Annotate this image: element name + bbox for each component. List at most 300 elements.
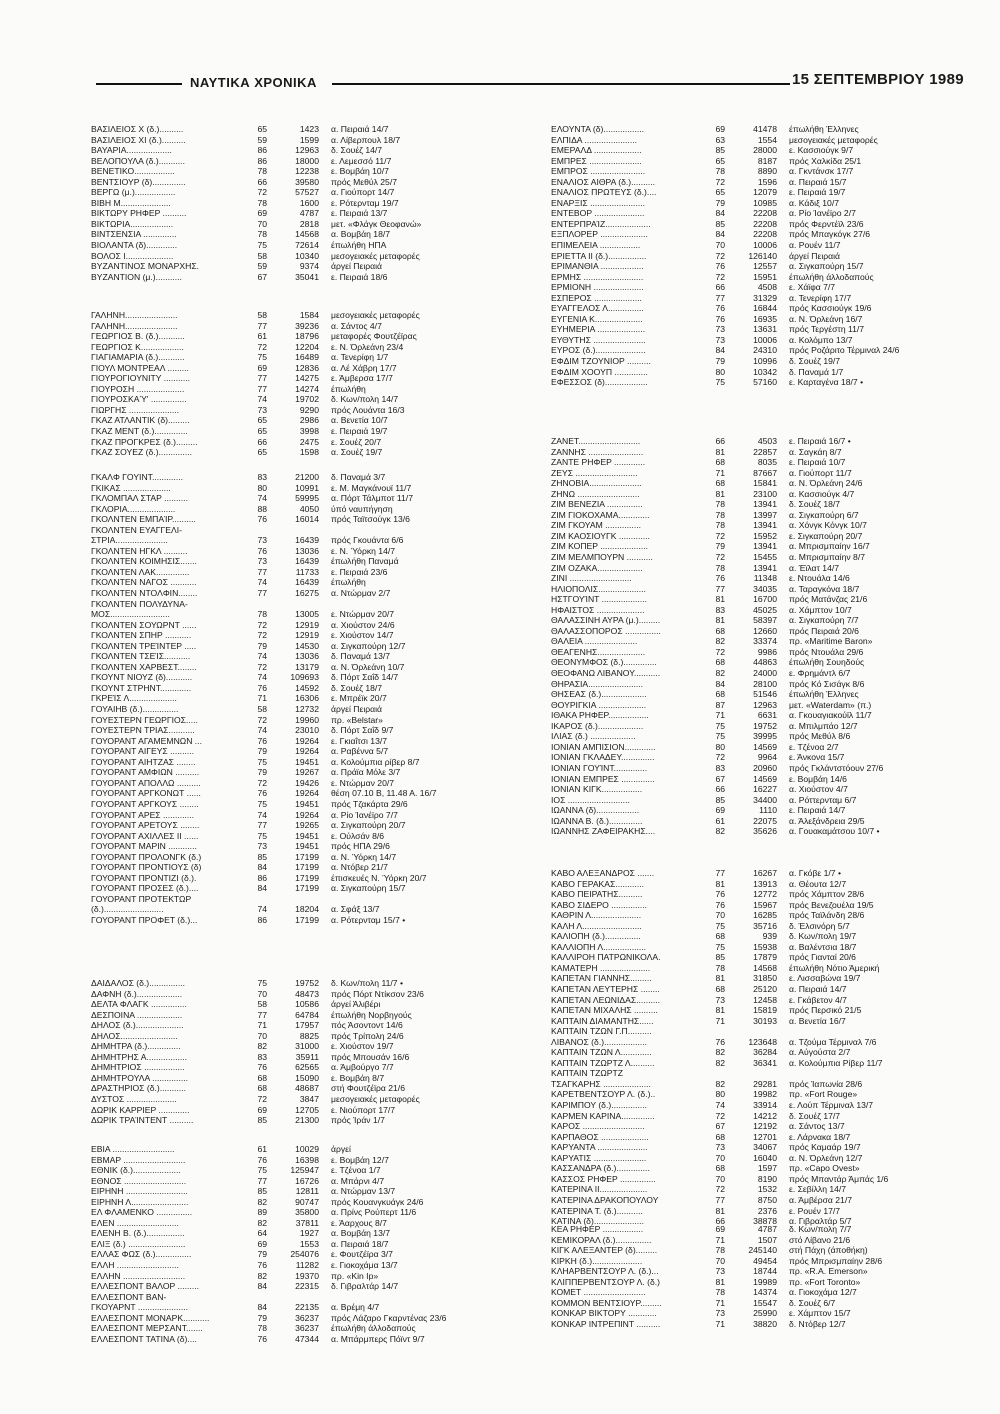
build-year: 68 — [715, 1131, 725, 1142]
vessel-row — [551, 952, 961, 963]
tonnage: 12204 — [295, 341, 319, 352]
status: α. Χόνγκ Κόνγκ 10/7 — [789, 520, 867, 531]
status: ε. Λάρνακα 18/7 — [789, 1131, 851, 1142]
status: α. Άμβέρσα 21/7 — [789, 1194, 853, 1205]
vessel-name: ΕΛΛΕΣΠΟΝΤ ΜΕΡΣΑΝΤ....... — [91, 1323, 203, 1334]
tonnage: 19267 — [295, 767, 319, 778]
tonnage: 15455 — [753, 552, 777, 563]
vessel-row — [551, 229, 961, 240]
tonnage: 16439 — [295, 556, 319, 567]
status: α. Ν. Όρλεάνη 16/7 — [789, 313, 863, 324]
status: α. Γιοκοχάμα 12/7 — [789, 1287, 857, 1298]
vessel-row — [551, 1132, 961, 1143]
tonnage: 37811 — [295, 1217, 319, 1228]
tonnage: 34035 — [753, 583, 777, 594]
vessel-row — [91, 651, 501, 662]
vessel-name: ΙΩΑΝΝΑ (δ).................. — [551, 805, 640, 816]
status: ε. Σιγκαπούρη 20/7 — [789, 530, 863, 541]
build-year: 65 — [257, 124, 267, 134]
vessel-name: ΔΡΑΣΤΗΡΙΟΣ (δ.)........... — [91, 1083, 186, 1094]
tonnage: 62565 — [295, 1062, 319, 1073]
status: α. Ν. Όρλεάνη 24/6 — [789, 478, 863, 489]
status: ε. Λεμεσσό 11/7 — [331, 155, 392, 166]
tonnage: 125947 — [290, 1165, 319, 1176]
vessel-row — [551, 166, 961, 177]
tonnage: 1554 — [757, 134, 777, 145]
tonnage: 16040 — [753, 1152, 777, 1163]
vessel-row — [91, 757, 501, 768]
vessel-name: ΗΛΙΟΠΟΛΙΣ.................... — [551, 583, 646, 594]
vessel-row — [91, 251, 501, 262]
vessel-row — [91, 693, 501, 704]
build-year: 59 — [257, 134, 267, 145]
vessel-name: ΚΑΜΑΤΕΡΗ ..................... — [551, 962, 651, 973]
vessel-name: ΖΑΝΝΗΣ ....................... — [551, 446, 644, 457]
vessel-name: ΚΟΝΚΑΡ ΒΙΚΤΟΡΥ ............ — [551, 1308, 657, 1319]
vessel-row — [551, 626, 961, 637]
status: πρός Γκλάντστόουν 27/6 — [789, 762, 884, 773]
tonnage: 17199 — [295, 914, 319, 925]
tonnage: 23010 — [295, 725, 319, 736]
vessel-name: ΓΟΥΟΡΑΝΤ ΑΧΙΛΛΕΣ ΙΙ ...... — [91, 830, 199, 841]
vessel-name: ΒΥΖΑΝΤΙΝΟΣ ΜΟΝΑΡΧΗΣ. — [91, 261, 200, 272]
vessel-row — [91, 599, 501, 610]
vessel-row — [91, 1281, 501, 1292]
vessel-row — [91, 799, 501, 810]
build-year: 69 — [715, 1224, 725, 1234]
vessel-row — [91, 198, 501, 209]
tonnage: 41478 — [753, 124, 777, 134]
vessel-name: ΚΑΡΟΣ .......................... — [551, 1121, 645, 1132]
status: πρός Τρίπολη 24/6 — [331, 1030, 404, 1041]
tonnage: 3998 — [299, 426, 319, 437]
status: α. Πειραιά 14/7 — [331, 124, 389, 134]
vessel-name: ΚΑΤΙΝΑ (δ)..................... — [551, 1216, 644, 1227]
build-year: 82 — [257, 1041, 267, 1052]
vessel-name: ΚΑΠΕΤΑΝ ΛΕΥΤΕΡΗΣ ........ — [551, 984, 660, 995]
status: α. Πειραιά 15/7 — [789, 176, 847, 187]
vessel-row — [91, 177, 501, 188]
build-year: 84 — [715, 208, 725, 219]
vessel-name: ΓΚΟΥΝΤ ΝΙΟΥΖ (δ)........... — [91, 672, 193, 683]
vessel-row — [551, 510, 961, 521]
build-year: 78 — [715, 1245, 725, 1256]
status: ε. Σουέζ 20/7 — [331, 436, 382, 447]
vessel-name: ΓΚΟΛΝΤΕΝ ΝΑΓΟΣ ........... — [91, 577, 197, 588]
vessel-row — [91, 1020, 501, 1031]
vessel-row — [551, 889, 961, 900]
vessel-row — [551, 700, 961, 711]
status: α. Γκντάνσκ 17/7 — [789, 166, 854, 177]
build-year: 79 — [715, 197, 725, 208]
vessel-name: ΔΗΛΟΣ (δ.).................... — [91, 1020, 184, 1031]
status: α. Μπρισμπαίην 8/7 — [789, 552, 865, 563]
vessel-name: ΔΑΦΝΗ (δ.)................... — [91, 988, 183, 999]
status: ε. Ρουέν 17/7 — [789, 1205, 841, 1216]
tonnage: 9986 — [757, 646, 777, 657]
vessel-row — [91, 1094, 501, 1105]
vessel-name: ΓΚΟΛΝΤΕΝ ΤΡΕΊΝΤΕΡ ..... — [91, 640, 197, 651]
tonnage: 22135 — [295, 1302, 319, 1313]
tonnage: 35800 — [295, 1207, 319, 1218]
status: πρ. «Capo Ovest» — [789, 1163, 860, 1174]
build-year: 77 — [715, 868, 725, 878]
build-year: 76 — [715, 313, 725, 324]
vessel-row — [91, 736, 501, 747]
status: ε. Πειραιά 19/7 — [789, 187, 846, 198]
vessel-row — [551, 356, 961, 367]
status: α. Τενερίφη 17/7 — [789, 292, 852, 303]
vessel-name: ΕΙΡΗΝΗ Λ........................ — [91, 1196, 189, 1207]
status: ε. Βομβάη 8/7 — [331, 1072, 385, 1083]
vessel-row — [91, 447, 501, 458]
vessel-name: ΚΑΡΙΜΠΟΥ (δ.)............... — [551, 1100, 648, 1111]
vessel-name: ΓΚΛΟΜΠΑΛ ΣΤΑΡ .......... — [91, 493, 188, 504]
status: α. Ν. Ύόρκη 14/7 — [331, 851, 397, 862]
tonnage: 9374 — [299, 261, 319, 272]
vessel-name: ΘΕΟΝΥΜΦΟΣ (δ.).............. — [551, 657, 657, 668]
build-year: 77 — [257, 588, 267, 599]
vessel-name: ΙΘΑΚΑ ΡΗΦΕΡ................. — [551, 710, 649, 721]
vessel-name: ΕΥΗΜΕΡΙΑ .................... — [551, 324, 646, 335]
vessel-row — [551, 563, 961, 574]
vessel-row — [551, 156, 961, 167]
vessel-name: ΓΕΩΡΓΙΟΣ Κ.................. — [91, 341, 184, 352]
build-year: 70 — [257, 218, 267, 229]
build-year: 68 — [715, 478, 725, 489]
build-year: 72 — [257, 630, 267, 641]
status: α. Χάμπτον 10/7 — [789, 604, 852, 615]
vessel-row — [91, 219, 501, 230]
tonnage: 35041 — [295, 271, 319, 282]
status: πρός Ίαπωνία 28/6 — [789, 1078, 863, 1089]
status: α. Γιούπορτ 14/7 — [331, 187, 395, 198]
tonnage: 19264 — [295, 746, 319, 757]
tonnage: 57160 — [753, 377, 777, 388]
vessel-row — [91, 166, 501, 177]
build-year: 82 — [257, 1270, 267, 1281]
tonnage: 4508 — [757, 282, 777, 293]
build-year: 86 — [257, 155, 267, 166]
tonnage: 33374 — [753, 636, 777, 647]
vessel-name: ΓΙΟΥΡΟΣΗ .................... — [91, 383, 185, 394]
tonnage: 15819 — [753, 1005, 777, 1016]
vessel-name: ΔΗΜΗΤΡΟΥΛΑ ............... — [91, 1072, 188, 1083]
status: ε. Βομβάη 10/7 — [331, 166, 389, 177]
vessel-row — [551, 1089, 961, 1100]
status: α. Λίβερπουλ 18/7 — [331, 134, 401, 145]
status: θέση 07.10 Β, 11.48 Α. 16/7 — [331, 788, 437, 799]
build-year: 68 — [257, 1072, 267, 1083]
vessel-row — [551, 447, 961, 458]
tonnage: 17199 — [295, 883, 319, 894]
build-year: 78 — [257, 166, 267, 177]
vessel-name: ΔΥΣΤΟΣ ..................... — [91, 1094, 177, 1105]
vessel-name: ΕΛΛΕΣΠΟΝΤ ΤΑΤΙΝΑ (δ).... — [91, 1333, 197, 1344]
status: ε. Πειραιά 16/7 • — [789, 436, 851, 446]
vessel-row — [91, 894, 501, 905]
build-year: 75 — [257, 798, 267, 809]
tonnage: 18796 — [295, 331, 319, 342]
status: α. Γκόβε 1/7 • — [789, 868, 841, 878]
status: πρός Κό Σισάγκ 8/6 — [789, 678, 865, 689]
build-year: 74 — [257, 577, 267, 588]
status: μεσογειακές μεταφορές — [331, 250, 420, 261]
build-year: 82 — [715, 636, 725, 647]
vessel-row — [551, 636, 961, 647]
vessel-name: ΓΚΟΛΝΤΕΝ ΧΑΡΒΕΣΤ........ — [91, 661, 197, 672]
status: πρ. «Kin Ip» — [331, 1270, 379, 1281]
build-year: 72 — [257, 777, 267, 788]
vessel-row — [551, 1319, 961, 1330]
vessel-row — [551, 1068, 961, 1079]
vessel-name: ΕΛΠΙΔΑ ...................... — [551, 134, 637, 145]
vessel-row — [91, 662, 501, 673]
build-year: 58 — [257, 250, 267, 261]
tonnage: 19752 — [295, 978, 319, 988]
build-year: 73 — [257, 556, 267, 567]
build-year: 71 — [715, 467, 725, 478]
vessel-name: ΚΑΠΤΑΙΝ ΤΖΩΝ Λ............. — [551, 1047, 652, 1058]
status: πρός ΗΠΑ 29/6 — [331, 841, 390, 852]
tonnage: 36237 — [295, 1323, 319, 1334]
tonnage: 1599 — [299, 134, 319, 145]
vessel-row — [551, 1235, 961, 1246]
vessel-row — [551, 1266, 961, 1277]
build-year: 71 — [715, 1234, 725, 1245]
tonnage: 16275 — [295, 588, 319, 599]
vessel-row — [551, 261, 961, 272]
vessel-name: ΕΜΠΡΟΣ ....................... — [551, 166, 646, 177]
build-year: 72 — [257, 187, 267, 198]
vessel-name: ΔΗΛΟΣ........................ — [91, 1030, 178, 1041]
vessel-row — [91, 556, 501, 567]
status: α. Ν. Όρλεάνη 12/7 — [789, 1152, 863, 1163]
build-year: 73 — [257, 841, 267, 852]
build-year: 77 — [257, 373, 267, 384]
vessel-name: ΚΑΠΕΤΑΝ ΛΕΩΝΙΔΑΣ.......... — [551, 994, 661, 1005]
tonnage: 254076 — [290, 1249, 319, 1260]
status: α. Σφάξ 13/7 — [331, 904, 380, 915]
vessel-name: ΓΚΟΛΝΤΕΝ ΕΥΑΓΓΕΛΙ- — [91, 524, 182, 535]
vessel-row — [91, 1260, 501, 1271]
vessel-row — [551, 478, 961, 489]
vessel-row — [551, 531, 961, 542]
vessel-name: ΓΟΥΟΡΑΝΤ ΑΡΓΚΟΥΣ ........ — [91, 798, 199, 809]
status: α. Άλεξάνδρεια 29/5 — [789, 815, 865, 826]
tonnage: 10996 — [753, 356, 777, 367]
build-year: 70 — [715, 1173, 725, 1184]
vessel-row — [551, 1163, 961, 1174]
status: α. Ταραγκόνα 18/7 — [789, 583, 860, 594]
build-year: 80 — [715, 366, 725, 377]
vessel-section — [91, 124, 501, 282]
vessel-name: ΚΑΛΙΟΠΗ (δ.)............... — [551, 931, 641, 942]
status: άργεί Άλιβέρι — [331, 999, 381, 1010]
tonnage: 18744 — [753, 1266, 777, 1277]
vessel-name: ΚΑΤΕΡΙΝΑ ΙΙ.................... — [551, 1184, 648, 1195]
build-year: 72 — [257, 661, 267, 672]
tonnage: 22315 — [295, 1281, 319, 1292]
vessel-row — [551, 303, 961, 314]
vessel-row — [91, 240, 501, 251]
tonnage: 1600 — [299, 197, 319, 208]
tonnage: 16489 — [295, 352, 319, 363]
vessel-name: ΚΑΤΕΡΙΝΑ ΔΡΑΚΟΠΟΥΛΟΥ — [551, 1194, 659, 1205]
tonnage: 14592 — [295, 682, 319, 693]
build-year: 68 — [715, 931, 725, 942]
build-year: 81 — [715, 973, 725, 984]
vessel-name: ΕΝΤΕΡΠΡΑΊΖ................... — [551, 218, 651, 229]
vessel-row — [91, 1218, 501, 1229]
build-year: 86 — [257, 872, 267, 883]
status: πρός Πειραιά 20/6 — [789, 625, 859, 636]
build-year: 83 — [257, 472, 267, 482]
build-year: 79 — [715, 541, 725, 552]
vessel-name: ΓΚΟΛΝΤΕΝ ΝΤΟΛΦΙΝ........ — [91, 588, 198, 599]
tonnage: 15547 — [753, 1297, 777, 1308]
vessel-row — [91, 342, 501, 353]
status: άργεί Πειραιά — [789, 250, 840, 261]
tonnage: 2376 — [757, 1205, 777, 1216]
vessel-name: ΕΒΙΑ .......................... — [91, 1144, 175, 1154]
status: α. Γιβραλτάρ 5/7 — [789, 1216, 852, 1227]
vessel-row — [551, 1245, 961, 1256]
build-year: 82 — [257, 1196, 267, 1207]
tonnage: 17199 — [295, 872, 319, 883]
status: πρ. «Fort Rouge» — [789, 1089, 858, 1100]
status: α. Κάδιξ 10/7 — [789, 197, 839, 208]
status: α. Σιγκαπούρη 7/7 — [789, 615, 859, 626]
tonnage: 19426 — [295, 777, 319, 788]
build-year: 76 — [257, 735, 267, 746]
tonnage: 16398 — [295, 1154, 319, 1165]
status: άργεί Πειραιά — [331, 704, 382, 715]
vessel-row — [91, 1073, 501, 1084]
status: πρός Φερντέϊλ 23/6 — [789, 218, 864, 229]
vessel-name: ΓΟΥΟΡΑΝΤ ΑΡΓΚΟΝΩΤ ...... — [91, 788, 201, 799]
vessel-name: ΘΑΛΕΙΑ ...................... — [551, 636, 638, 647]
tonnage: 10340 — [295, 250, 319, 261]
vessel-name: ΖΙΜ ΚΟΠΕΡ .................... — [551, 541, 648, 552]
status: έπωλήθη Παναμά — [331, 556, 399, 567]
vessel-name: ΕΛΛΑΣ ΦΩΣ (δ.)............... — [91, 1249, 192, 1260]
build-year: 72 — [715, 176, 725, 187]
status: α. Αύγούστα 2/7 — [789, 1047, 851, 1058]
tonnage: 87667 — [753, 467, 777, 478]
status: έπωλήθη ΗΠΑ — [331, 240, 387, 251]
build-year: 78 — [715, 962, 725, 973]
status: δ. Σουέζ 18/7 — [789, 499, 841, 510]
vessel-name: ΚΑΡΥΑΝΤΑ ..................... — [551, 1142, 648, 1153]
tonnage: 38878 — [753, 1216, 777, 1227]
status: μεσογειακές μεταφορές — [789, 134, 878, 145]
status: πρός Γκουάντα 6/6 — [331, 535, 404, 546]
tonnage: 15967 — [753, 899, 777, 910]
build-year: 66 — [715, 282, 725, 293]
vessel-row — [91, 1334, 501, 1345]
vessel-row — [91, 514, 501, 525]
build-year: 75 — [257, 756, 267, 767]
status: α. Πράϊα Μόλε 3/7 — [331, 767, 401, 778]
status: πρός Ροζάριτο Τέρμιναλ 24/6 — [789, 345, 900, 356]
vessel-name: ΓΟΥΕΣΤΕΡΝ ΓΕΩΡΓΙΟΣ..... — [91, 714, 198, 725]
build-year: 74 — [257, 394, 267, 405]
status: δ. Πόρτ Σαΐδ 14/7 — [331, 672, 399, 683]
status: πρός Κασσιούγκ 19/6 — [789, 303, 872, 314]
tonnage: 13997 — [753, 509, 777, 520]
vessel-row — [91, 493, 501, 504]
tonnage: 16285 — [753, 910, 777, 921]
build-year: 80 — [257, 482, 267, 493]
vessel-row — [551, 689, 961, 700]
status: ε. Πειραιά 13/7 — [331, 208, 388, 219]
build-year: 79 — [257, 767, 267, 778]
vessel-name: ΖΙΜ ΚΑΟΣΙΟΥΓΚ ............. — [551, 530, 650, 541]
vessel-name: ΒΟΛΟΣ Ι.................... — [91, 250, 174, 261]
tonnage: 72614 — [295, 240, 319, 251]
vessel-row — [551, 1287, 961, 1298]
vessel-row — [551, 436, 961, 447]
vessel-row — [551, 520, 961, 531]
vessel-row — [91, 1155, 501, 1166]
vessel-name: ΕΝΑΛΙΟΣ ΑΙΘΡΑ (δ.).......... — [551, 176, 656, 187]
vessel-name: ΓΚΟΛΝΤΕΝ ΠΟΛΥΔΥΝΑ- — [91, 598, 188, 609]
vessel-name: ΓΚΟΥΑΡΝΤ ..................... — [91, 1302, 188, 1313]
tonnage: 1598 — [299, 447, 319, 458]
tonnage: 22075 — [753, 815, 777, 826]
status: δ. Σουέζ 17/7 — [789, 1110, 841, 1121]
status: δ. Ντόβερ 12/7 — [789, 1318, 846, 1329]
vessel-row — [91, 229, 501, 240]
vessel-name: ΚΑΣΣΟΣ ΡΗΦΕΡ ............... — [551, 1173, 656, 1184]
status: πρός Βενεζουέλα 19/5 — [789, 899, 874, 910]
vessel-name: ΒΕΝΤΣΙΟΥΡ (δ).............. — [91, 176, 186, 187]
vessel-name: (δ.)......................... — [91, 904, 164, 915]
status: ε. Κασσιούγκ 9/7 — [789, 145, 854, 156]
vessel-name: ΖΕΥΣ .......................... — [551, 467, 638, 478]
vessel-row — [91, 873, 501, 884]
vessel-name: ΙΚΑΡΟΣ (δ.)................... — [551, 720, 644, 731]
tonnage: 31850 — [753, 973, 777, 984]
status: μετ. «Φλάγκ Θεοφανώ» — [331, 218, 422, 229]
vessel-name: ΓΚΑΖ ΜΕΝΤ (δ.).............. — [91, 426, 188, 437]
vessel-name: ΓΑΛΗΝΗ...................... — [91, 310, 178, 320]
status: πρός Πόρτ Ντίκσον 23/6 — [331, 988, 424, 999]
tonnage: 19370 — [295, 1270, 319, 1281]
build-year: 85 — [257, 1115, 267, 1126]
tonnage: 13941 — [753, 520, 777, 531]
tonnage: 13036 — [295, 545, 319, 556]
status: έπωλήθη Σουηδούς — [789, 657, 865, 668]
vessel-row — [91, 415, 501, 426]
build-year: 86 — [257, 914, 267, 925]
status: α. Ν. Όρλεάνη 10/7 — [331, 661, 405, 672]
vessel-row — [91, 1062, 501, 1073]
tonnage: 23100 — [753, 488, 777, 499]
build-year: 84 — [257, 1281, 267, 1292]
vessel-row — [91, 145, 501, 156]
tonnage: 8187 — [757, 155, 777, 166]
vessel-name: ΕΘΝΟΣ .......................... — [91, 1175, 187, 1186]
status: α. Κολούμπια Ρίβερ 11/7 — [789, 1057, 883, 1068]
vessel-section — [551, 124, 961, 388]
build-year: 76 — [257, 1260, 267, 1271]
vessel-name: ΖΙΜ ΒΕΝΕΖΙΑ ............... — [551, 499, 643, 510]
status: α. Πρίνς Ρούπερτ 11/6 — [331, 1207, 417, 1218]
build-year: 75 — [257, 1165, 267, 1176]
tonnage: 8035 — [757, 457, 777, 468]
